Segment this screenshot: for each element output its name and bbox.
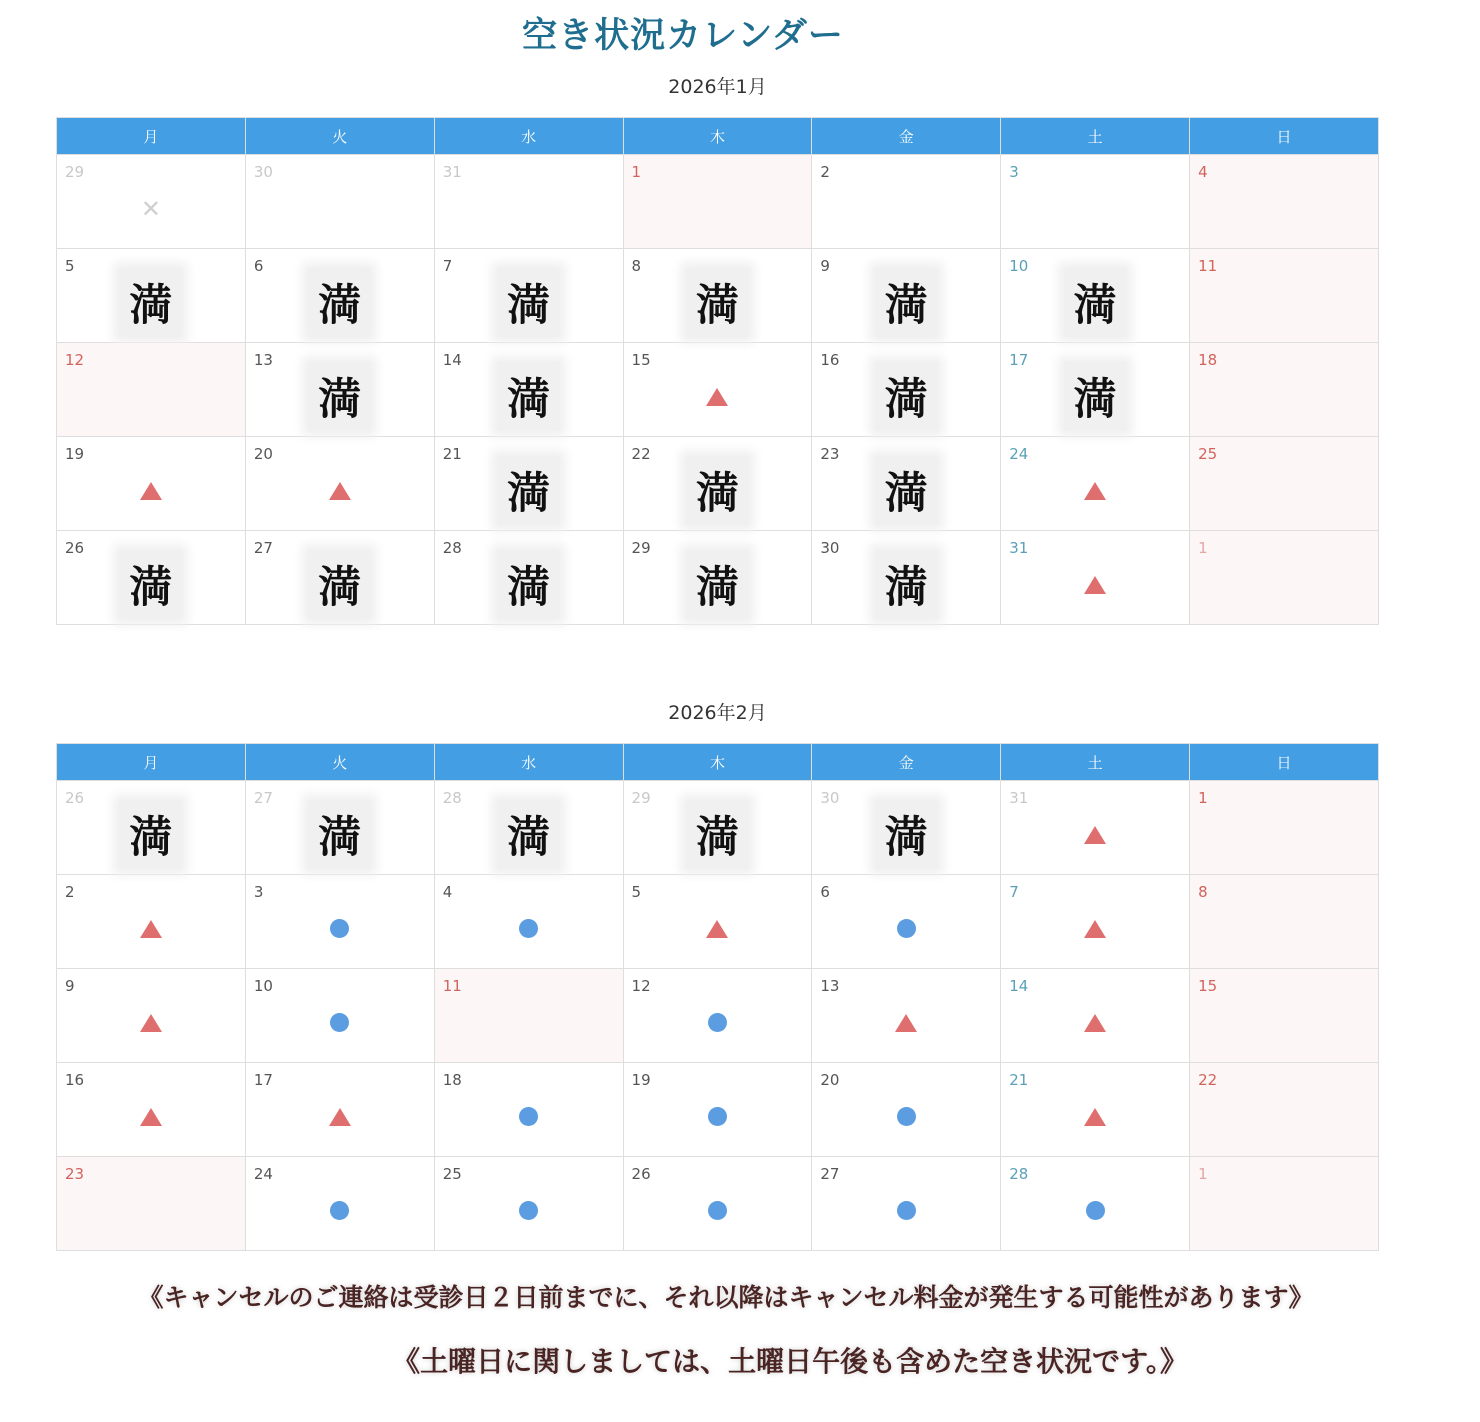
availability-status (812, 263, 1000, 342)
day-number: 16 (820, 351, 840, 369)
fully-booked-mark: 満 (497, 268, 560, 337)
availability-status (435, 889, 623, 968)
day-number: 16 (65, 1071, 85, 1089)
calendar-day-cell[interactable] (1001, 781, 1190, 875)
availability-status (57, 263, 245, 342)
day-number: 15 (631, 351, 651, 369)
weekday-header: 日 (1190, 744, 1379, 781)
available-circle-icon (708, 1013, 727, 1032)
day-number: 22 (631, 445, 651, 463)
day-number: 27 (253, 539, 273, 557)
fully-booked-mark: 満 (497, 362, 560, 431)
weekday-header: 水 (434, 744, 623, 781)
availability-status (1001, 545, 1189, 624)
availability-status (1001, 451, 1189, 530)
fully-booked-mark: 満 (497, 800, 560, 869)
calendar-day-cell[interactable] (812, 249, 1001, 343)
calendar-day-cell[interactable] (812, 437, 1001, 531)
weekday-header: 金 (812, 118, 1001, 155)
few-slots-triangle-icon (895, 1014, 917, 1032)
availability-status (624, 451, 812, 530)
calendar-week-row (57, 1157, 1379, 1251)
day-number: 25 (1198, 445, 1218, 463)
day-number: 9 (65, 977, 75, 995)
calendar-week-row (57, 531, 1379, 625)
calendar-day-cell[interactable] (57, 781, 246, 875)
day-number: 19 (65, 445, 85, 463)
availability-status (812, 1171, 1000, 1250)
available-circle-icon (519, 1201, 538, 1220)
availability-status (812, 983, 1000, 1062)
availability-status (1001, 795, 1189, 874)
calendar-day-cell[interactable] (57, 875, 246, 969)
calendar-day-cell[interactable] (1190, 437, 1379, 531)
day-number: 26 (65, 539, 85, 557)
fully-booked-mark: 満 (875, 362, 938, 431)
available-circle-icon (519, 1107, 538, 1126)
fully-booked-mark: 満 (686, 456, 749, 525)
calendar-day-cell[interactable] (1001, 531, 1190, 625)
availability-status (246, 263, 434, 342)
day-number: 21 (442, 445, 462, 463)
availability-status (57, 983, 245, 1062)
calendar-day-cell[interactable] (57, 531, 246, 625)
day-number: 20 (253, 445, 273, 463)
calendar-week-row (57, 249, 1379, 343)
availability-status (624, 889, 812, 968)
fully-booked-mark: 満 (686, 550, 749, 619)
few-slots-triangle-icon (140, 482, 162, 500)
availability-status (435, 795, 623, 874)
calendar-day-cell[interactable] (57, 1063, 246, 1157)
calendar-day-cell[interactable] (1190, 531, 1379, 625)
availability-status (812, 357, 1000, 436)
available-circle-icon (897, 1107, 916, 1126)
fully-booked-mark: 満 (308, 362, 371, 431)
day-number: 13 (253, 351, 273, 369)
weekday-header-row (57, 118, 1379, 155)
weekday-header: 土 (1001, 118, 1190, 155)
calendar-day-cell[interactable] (812, 155, 1001, 249)
few-slots-triangle-icon (140, 1014, 162, 1032)
calendar-week-row (57, 781, 1379, 875)
day-number: 11 (1198, 257, 1218, 275)
day-number: 14 (442, 351, 462, 369)
calendar-day-cell[interactable] (245, 1063, 434, 1157)
day-number: 7 (442, 257, 453, 275)
day-number: 29 (631, 789, 651, 807)
availability-status (1001, 263, 1189, 342)
availability-status (435, 1171, 623, 1250)
fully-booked-mark: 満 (308, 268, 371, 337)
availability-status (246, 1171, 434, 1250)
availability-status (624, 1171, 812, 1250)
day-number: 11 (442, 977, 462, 995)
weekday-header: 日 (1190, 118, 1379, 155)
few-slots-triangle-icon (1084, 826, 1106, 844)
availability-status (435, 263, 623, 342)
day-number: 12 (631, 977, 651, 995)
weekday-header: 月 (57, 118, 246, 155)
saturday-note: 《土曜日に関しましては、土曜日午後も含めた空き状況です。》 (392, 1345, 1188, 1378)
fully-booked-mark: 満 (497, 456, 560, 525)
calendar-week-row (57, 437, 1379, 531)
day-number: 15 (1198, 977, 1218, 995)
day-number: 1 (1198, 539, 1208, 557)
few-slots-triangle-icon (706, 388, 728, 406)
month-title: 2026年2月 (668, 702, 767, 724)
fully-booked-mark: 満 (686, 268, 749, 337)
few-slots-triangle-icon (329, 1108, 351, 1126)
day-number: 10 (253, 977, 273, 995)
day-number: 10 (1009, 257, 1029, 275)
day-number: 13 (820, 977, 840, 995)
day-number: 8 (1198, 883, 1208, 901)
availability-status (1001, 1171, 1189, 1250)
calendar-day-cell[interactable] (245, 969, 434, 1063)
calendar-day-cell[interactable] (245, 531, 434, 625)
calendar-day-cell[interactable] (245, 249, 434, 343)
calendar-day-cell[interactable] (812, 875, 1001, 969)
calendar-day-cell[interactable] (623, 1063, 812, 1157)
fully-booked-mark: 満 (875, 800, 938, 869)
available-circle-icon (330, 1201, 349, 1220)
day-number: 30 (253, 163, 273, 181)
availability-status (435, 1077, 623, 1156)
day-number: 30 (820, 789, 840, 807)
day-number: 26 (631, 1165, 651, 1183)
fully-booked-mark: 満 (875, 550, 938, 619)
calendar-day-cell[interactable] (1001, 875, 1190, 969)
calendar-day-cell[interactable] (57, 969, 246, 1063)
day-number: 6 (253, 257, 264, 275)
calendar-day-cell[interactable] (1001, 969, 1190, 1063)
day-number: 6 (820, 883, 830, 901)
calendar-day-cell[interactable] (57, 437, 246, 531)
available-circle-icon (897, 919, 916, 938)
calendar-day-cell[interactable] (1001, 343, 1190, 437)
calendar-day-cell[interactable] (1190, 343, 1379, 437)
day-number: 4 (442, 883, 453, 901)
day-number: 2 (820, 163, 830, 181)
day-number: 27 (253, 789, 273, 807)
few-slots-triangle-icon (1084, 1108, 1106, 1126)
day-number: 19 (631, 1071, 651, 1089)
calendar-month-february (56, 698, 1379, 1251)
few-slots-triangle-icon (706, 920, 728, 938)
weekday-header-row (57, 744, 1379, 781)
weekday-header: 木 (623, 118, 812, 155)
calendar-day-cell[interactable] (1190, 1157, 1379, 1251)
calendar-day-cell[interactable] (623, 437, 812, 531)
availability-status (246, 983, 434, 1062)
few-slots-triangle-icon (329, 482, 351, 500)
fully-booked-mark: 満 (119, 800, 182, 869)
day-number: 30 (820, 539, 840, 557)
closed-cross-icon: ✕ (140, 194, 161, 223)
availability-status (435, 357, 623, 436)
available-circle-icon (330, 1013, 349, 1032)
calendar-week-row (57, 1063, 1379, 1157)
availability-status (624, 795, 812, 874)
weekday-header: 月 (57, 744, 246, 781)
few-slots-triangle-icon (1084, 576, 1106, 594)
day-number: 3 (1009, 163, 1019, 181)
calendar-day-cell[interactable] (434, 969, 623, 1063)
day-number: 26 (65, 789, 85, 807)
calendar-day-cell[interactable] (434, 249, 623, 343)
availability-status (57, 545, 245, 624)
fully-booked-mark: 満 (119, 268, 182, 337)
day-number: 24 (1009, 445, 1029, 463)
fully-booked-mark: 満 (686, 800, 749, 869)
weekday-header: 金 (812, 744, 1001, 781)
availability-status (435, 545, 623, 624)
availability-status (812, 451, 1000, 530)
calendar-table (56, 117, 1379, 625)
availability-status (1001, 889, 1189, 968)
weekday-header: 水 (434, 118, 623, 155)
calendar-day-cell[interactable] (434, 437, 623, 531)
calendar-day-cell[interactable] (812, 343, 1001, 437)
availability-status (624, 263, 812, 342)
day-number: 2 (65, 883, 75, 901)
availability-status (57, 169, 245, 248)
calendar-day-cell[interactable] (57, 249, 246, 343)
availability-status (246, 545, 434, 624)
day-number: 28 (442, 539, 462, 557)
day-number: 21 (1009, 1071, 1029, 1089)
day-number: 29 (631, 539, 651, 557)
day-number: 18 (1198, 351, 1218, 369)
availability-status (57, 889, 245, 968)
availability-status (246, 357, 434, 436)
calendar-day-cell[interactable] (1190, 155, 1379, 249)
calendar-day-cell[interactable] (434, 155, 623, 249)
calendar-day-cell[interactable] (623, 781, 812, 875)
fully-booked-mark: 満 (1064, 268, 1127, 337)
availability-status (246, 451, 434, 530)
calendar-month-january (56, 72, 1379, 625)
availability-status (246, 889, 434, 968)
month-title: 2026年1月 (668, 76, 767, 98)
calendar-day-cell[interactable] (434, 1157, 623, 1251)
calendar-day-cell[interactable] (623, 343, 812, 437)
calendar-day-cell[interactable] (812, 781, 1001, 875)
calendar-day-cell[interactable] (812, 1063, 1001, 1157)
weekday-header: 火 (245, 744, 434, 781)
available-circle-icon (519, 919, 538, 938)
page-title: 空き状況カレンダー (522, 16, 844, 56)
calendar-day-cell[interactable] (1001, 437, 1190, 531)
availability-status (246, 795, 434, 874)
day-number: 1 (1198, 789, 1208, 807)
calendar-day-cell[interactable] (1001, 249, 1190, 343)
availability-status (624, 545, 812, 624)
fully-booked-mark: 満 (497, 550, 560, 619)
calendar-day-cell[interactable] (623, 249, 812, 343)
cancel-policy-note: 《キャンセルのご連絡は受診日２日前までに、それ以降はキャンセル料金が発生する可能性があります》 (138, 1283, 1314, 1312)
availability-status (1001, 357, 1189, 436)
day-number: 25 (442, 1165, 462, 1183)
day-number: 1 (631, 163, 642, 181)
few-slots-triangle-icon (1084, 1014, 1106, 1032)
calendar-day-cell[interactable] (57, 343, 246, 437)
calendar-day-cell[interactable] (434, 343, 623, 437)
day-number: 7 (1009, 883, 1019, 901)
calendar-day-cell[interactable] (434, 531, 623, 625)
day-number: 8 (631, 257, 642, 275)
calendar-day-cell[interactable] (434, 1063, 623, 1157)
availability-status (57, 795, 245, 874)
few-slots-triangle-icon (140, 920, 162, 938)
availability-status (624, 357, 812, 436)
available-circle-icon (1086, 1201, 1105, 1220)
availability-status (57, 451, 245, 530)
calendar-table (56, 743, 1379, 1251)
availability-status (246, 1077, 434, 1156)
day-number: 17 (253, 1071, 273, 1089)
fully-booked-mark: 満 (308, 800, 371, 869)
fully-booked-mark: 満 (308, 550, 371, 619)
day-number: 14 (1009, 977, 1029, 995)
few-slots-triangle-icon (140, 1108, 162, 1126)
calendar-day-cell[interactable] (1001, 1063, 1190, 1157)
availability-status (624, 1077, 812, 1156)
calendar-day-cell[interactable] (812, 1157, 1001, 1251)
calendar-day-cell[interactable] (623, 875, 812, 969)
fully-booked-mark: 満 (1064, 362, 1127, 431)
available-circle-icon (330, 919, 349, 938)
day-number: 23 (820, 445, 840, 463)
calendar-day-cell[interactable] (1190, 969, 1379, 1063)
calendar-day-cell[interactable] (623, 155, 812, 249)
day-number: 28 (1009, 1165, 1029, 1183)
day-number: 28 (442, 789, 462, 807)
availability-status (812, 889, 1000, 968)
day-number: 18 (442, 1071, 462, 1089)
calendar-day-cell[interactable] (245, 343, 434, 437)
fully-booked-mark: 満 (119, 550, 182, 619)
day-number: 27 (820, 1165, 840, 1183)
few-slots-triangle-icon (1084, 920, 1106, 938)
day-number: 5 (631, 883, 642, 901)
calendar-week-row (57, 875, 1379, 969)
day-number: 24 (253, 1165, 273, 1183)
availability-status (624, 983, 812, 1062)
calendar-day-cell[interactable] (245, 875, 434, 969)
calendar-day-cell[interactable] (812, 969, 1001, 1063)
calendar-day-cell[interactable] (1001, 155, 1190, 249)
available-circle-icon (708, 1107, 727, 1126)
day-number: 29 (65, 163, 85, 181)
day-number: 3 (253, 883, 264, 901)
weekday-header: 木 (623, 744, 812, 781)
day-number: 31 (1009, 789, 1029, 807)
day-number: 5 (65, 257, 75, 275)
day-number: 31 (442, 163, 462, 181)
calendar-day-cell[interactable] (623, 531, 812, 625)
day-number: 23 (65, 1165, 85, 1183)
fully-booked-mark: 満 (875, 268, 938, 337)
weekday-header: 土 (1001, 744, 1190, 781)
calendar-day-cell[interactable] (623, 969, 812, 1063)
weekday-header: 火 (245, 118, 434, 155)
day-number: 22 (1198, 1071, 1218, 1089)
day-number: 31 (1009, 539, 1029, 557)
calendar-day-cell[interactable] (623, 1157, 812, 1251)
availability-status (812, 795, 1000, 874)
available-circle-icon (708, 1201, 727, 1220)
calendar-day-cell[interactable] (57, 1157, 246, 1251)
availability-status (812, 1077, 1000, 1156)
availability-status (1001, 983, 1189, 1062)
day-number: 4 (1198, 163, 1208, 181)
fully-booked-mark: 満 (875, 456, 938, 525)
availability-status (1001, 1077, 1189, 1156)
calendar-day-cell[interactable] (245, 437, 434, 531)
calendar-week-row (57, 343, 1379, 437)
day-number: 20 (820, 1071, 840, 1089)
availability-status (812, 545, 1000, 624)
day-number: 12 (65, 351, 85, 369)
calendar-day-cell[interactable] (1190, 875, 1379, 969)
calendar-day-cell[interactable] (434, 781, 623, 875)
availability-status (57, 1077, 245, 1156)
day-number: 1 (1198, 1165, 1208, 1183)
calendar-day-cell[interactable] (245, 155, 434, 249)
few-slots-triangle-icon (1084, 482, 1106, 500)
calendar-day-cell[interactable] (57, 155, 246, 249)
availability-status (435, 451, 623, 530)
calendar-day-cell[interactable] (434, 875, 623, 969)
calendar-day-cell[interactable] (245, 781, 434, 875)
day-number: 9 (820, 257, 830, 275)
calendar-day-cell[interactable] (1190, 249, 1379, 343)
calendar-day-cell[interactable] (245, 1157, 434, 1251)
calendar-day-cell[interactable] (1190, 1063, 1379, 1157)
calendar-day-cell[interactable] (1001, 1157, 1190, 1251)
calendar-week-row (57, 155, 1379, 249)
calendar-week-row (57, 969, 1379, 1063)
calendar-day-cell[interactable] (812, 531, 1001, 625)
calendar-day-cell[interactable] (1190, 781, 1379, 875)
available-circle-icon (897, 1201, 916, 1220)
day-number: 17 (1009, 351, 1029, 369)
